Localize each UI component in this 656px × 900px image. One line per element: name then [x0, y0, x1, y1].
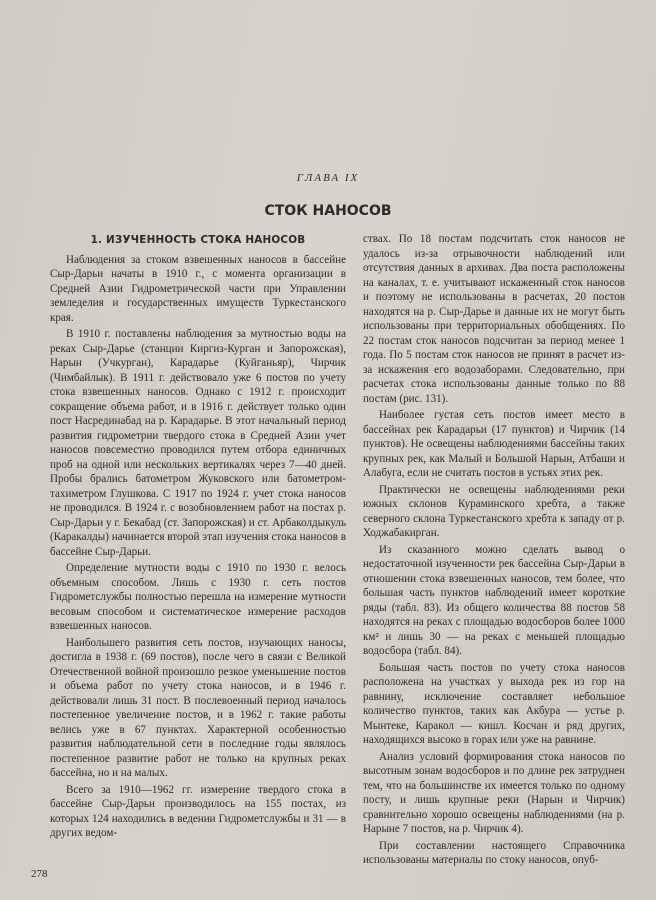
paragraph: Наиболее густая сеть постов имеет место в бассейнах рек Карадарьи (17 пунктов) и Чирчик (14 пунктов). Не освещены наблюдениями бассейны таких крупных рек, как Малый и Большой Нарын, Атбаши и Алабуга, если не считать постов в устьях этих рек. — [363, 409, 625, 479]
paragraph: Анализ условий формирования стока наносов по высотным зонам водосборов и по длине рек затруднен тем, что на большинстве их имеется только по одному посту, и лишь крупные реки (Нарын и Чирчик) сравнительно хорошо освещены наблюдениями (на р. Нарыне 7 постов, на р. Чирчик 4). — [363, 750, 625, 835]
paragraph: При составлении настоящего Справочника использованы материалы по стоку наносов, опуб- — [363, 839, 625, 866]
page-number: 278 — [31, 868, 48, 880]
paragraph: ствах. По 18 постам подсчитать сток наносов не удалось из-за отрывочности наблюдений или отсутствия данных в архивах. Два поста расположены на каналах, т. е. учитывают искаженный сток наносов и поэтому не использованы в расчетах, 20 постов находятся на р. Сыр-Дарье и данные их не могут быть использованы при территориальных обобщениях. По 22 постам сток наносов подсчитан за период менее 1 года. По 5 постам сток наносов не принят в расчет из-за искажения его водозаборами. Следовательно, при расчетах стока использованы данные только по 88 постам (рис. 131). — [363, 233, 625, 405]
paragraph: Всего за 1910—1962 гг. измерение твердого стока в бассейне Сыр-Дарьи производилось на 155 постах, из которых 124 находились в ведении Гидрометслужбы и 31 — в других ведом- — [50, 783, 346, 839]
paragraph: Определение мутности воды с 1910 по 1930 г. велось объемным способом. Лишь с 1930 г. сеть постов Гидрометслужбы полностью перешла на измерение мутности весовым способом и систематическое измерение расходов взвешенных наносов. — [50, 562, 346, 632]
chapter-title: СТОК НАНОСОВ — [264, 203, 392, 219]
paragraph: Наблюдения за стоком взвешенных наносов в бассейне Сыр-Дарьи начаты в 1910 г., с момента организации в Средней Азии Гидрометрической части при Управлении земледелия и государственных имуществ Туркестанского края. — [50, 253, 346, 324]
chapter-label: ГЛАВА IX — [296, 172, 360, 184]
paragraph: Наибольшего развития сеть постов, изучающих наносы, достигла в 1938 г. (69 постов), после чего в связи с Великой Отечественной войной произошло резкое уменьшение постов и объема работ по учету стока наносов, и в 1946 г. действовали лишь 31 пост. В послевоенный период началось постепенное увеличение постов, и в 1962 г. такие работы велись уже в 67 пунктах. Характерной особенностью развития наблюдательной сети в последние годы являлось постепенное развитие работ не только на крупных реках бассейна, но и на малых. — [50, 636, 346, 779]
paragraph: Большая часть постов по учету стока наносов расположена на участках у выхода рек из гор на равнину, исключение составляет небольшое количество пунктов, таких как Акбура — устье р. Мынтеке, Каракол — кишл. Косчан и ряд других, находящихся высоко в горах или уже на равнине. — [363, 661, 625, 746]
paragraph: Из сказанного можно сделать вывод о недостаточной изученности рек бассейна Сыр-Дарьи в отношении стока взвешенных наносов, тем более, что большая часть пунктов наблюдений имеет короткие ряды (табл. 83). Из общего количества 88 постов 58 находятся на реках с площадью водосборов более 1000 км² и лишь 30 — на реках с меньшей площадью водосбора (табл. 84). — [363, 543, 625, 657]
paragraph: Практически не освещены наблюдениями реки южных склонов Кураминского хребта, а также северного склона Туркестанского хребта к западу от р. Ходжабакирган. — [363, 483, 625, 539]
right-column — [363, 232, 625, 868]
section-heading: 1. ИЗУЧЕННОСТЬ СТОКА НАНОСОВ — [90, 234, 306, 246]
left-column — [50, 232, 346, 841]
paragraph: В 1910 г. поставлены наблюдения за мутностью воды на реках Сыр-Дарье (станции Киргиз-Курган и Запорожская), Нарын (Учкурган), Карадарье (Куйганьяр), Чирчик (Чимбайлык). В 1911 г. действовало уже 6 постов по учету стока взвешенных наносов. Однако с 1912 г. происходит сокращение объема работ, и в 1916 г. действует только один пост Насрединабад на р. Карадарье. В этот начальный период развития гидрометрии твердого стока в Средней Азии учет наносов повсеместно проводился путем отбора единичных проб на одной или нескольких вертикалях через 7—40 дней. Пробы брались батометром Жуковского или батометром-тахиметром Глушкова. С 1917 по 1924 г. учет стока наносов не проводился. В 1924 г. с возобновлением работ на постах р. Сыр-Дарьи у г. Бекабад (ст. Запорожская) и ст. Арбаколдыкуль (Каракалды) начинается второй этап изучения стока наносов в бассейне Сыр-Дарьи. — [50, 328, 346, 558]
